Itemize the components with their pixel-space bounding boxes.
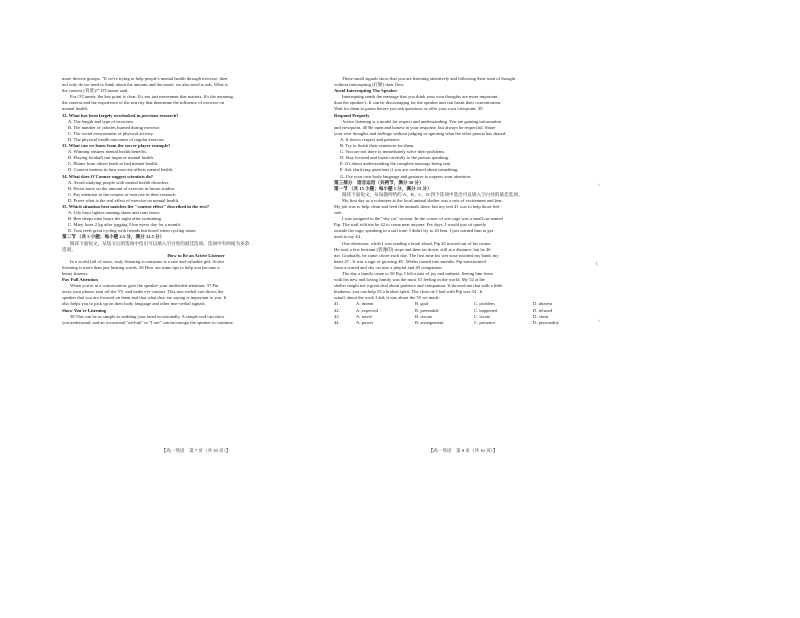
text-line: with his new and loving family was the most 51 feeling in the world. My 52 at the [334, 277, 486, 283]
text-line: In a world full of noise, truly listening to someone is a rare and valuable gift. Active [70, 258, 225, 264]
text-line: the context (背景)?" O'Connor said. [62, 88, 129, 94]
text-line: B. The number of calories burned during exercise. [68, 124, 161, 130]
text-line: When you're in a conversation, give the speaker your undivided attention. 37 Put [70, 283, 219, 289]
option-cell: 44. [334, 319, 340, 325]
option-cell: A. expected [356, 307, 378, 313]
option-cell: C. presence [474, 319, 496, 325]
text-line: C. Mary loses 2 kg after jogging 5 km every day for a month. [68, 222, 181, 228]
text-line: outside his cage, speaking in a soft tone. I didn't try to 43 him. I just wanted him to get [334, 228, 494, 234]
text-line: C. Pay attention to the context of exercise in their research. [68, 191, 177, 197]
option-cell: A. dream [356, 301, 374, 307]
text-line: 选项。 [62, 246, 76, 252]
text-line: 35. Which situation best matches the "context effect" described in the text? [62, 203, 210, 209]
text-line: wasn't about the work I did; it was about the 55 we made. [334, 295, 440, 301]
text-line: Pay Full Attention [62, 277, 98, 283]
text-line: D. The physical health outcomes of regular exercise. [68, 136, 165, 142]
option-cell: B. rescue [415, 313, 433, 319]
text-line: A. Winning ensures mental health benefits. [68, 149, 148, 155]
text-line: C. You are not there to immediately solve their problems. [340, 149, 446, 155]
text-line: Avoid Interrupting The Speaker [334, 88, 398, 94]
text-line: 阅读下面短文，从每题所给的 A、B、C、D 四个选项中选出可以填入空白处的最佳选项。 [342, 191, 523, 197]
option-row [334, 320, 592, 326]
text-line: 第一节 （共 15 小题；每小题 1 分，满分 15 分） [334, 185, 432, 191]
text-line: 32. What has been largely overlooked in previous research? [62, 112, 179, 118]
option-cell: 42. [334, 307, 340, 313]
option-cell: C. happened [474, 307, 497, 313]
text-line: not only do we need to think about the amount and the mode, we also need to ask. What is [62, 82, 228, 88]
text-line: C. Blame from others leads to bad mental health. [68, 161, 159, 167]
text-line: B. Playing football can improve mental health. [68, 155, 154, 161]
text-line: G. Use your own body language and gestures to express your attention. [340, 173, 472, 179]
text-line: more diverse groups. "If we're trying to help people's mental health through exercise, then [62, 76, 228, 81]
left-page [62, 76, 330, 326]
text-line: 第三部分 语言运用（共两节，满分 30 分） [334, 179, 424, 185]
text-line: me. Gradually, he came closer each day. The first time his wet nose touched my hand, my [334, 252, 499, 258]
text-line: F. Ask clarifying questions if you are confused about something. [340, 167, 459, 173]
text-line: also helps you to pick up on their body language and other non-verbal signals. [62, 301, 206, 307]
text-line: D. Context matters in how exercise affects mental health. [68, 167, 174, 173]
text-line: away your phone, turn off the TV, and make eye contact. This non-verbal cue shows the [62, 289, 224, 295]
margin-mark: ‹ [598, 182, 600, 188]
text-line: A. Lily buys lighter running shoes and runs faster. [68, 210, 161, 216]
text-line: speaker that you are focused on them and that what they are saying is important to you. It [62, 295, 227, 301]
text-line: B. Focus more on the amount of exercise in future studies. [68, 185, 176, 191]
text-line: Active listening is a model for respect and understanding. You are gaining information [342, 118, 501, 124]
text-line: the context and the experience of the activity that determine the influence of exercise on [62, 100, 224, 106]
text-line: you understand, and an occasional "uh-huh" or "I see" can encourage the speaker to continue. [62, 319, 234, 325]
text-line: 33. What can we learn from the soccer player example? [62, 143, 171, 149]
text-line: B. Ben sleeps nine hours the night after swimming. [68, 216, 163, 222]
option-cell: D. interest [533, 301, 553, 307]
text-line: Respond Properly [334, 112, 370, 118]
text-line: D. Tom feels great cycling with friends but bored when cycling alone. [68, 228, 197, 234]
text-line: heart 47 . It was a sign of growing 48 . Weeks turned into months. Pip transformed [334, 258, 486, 264]
right-page [334, 76, 592, 326]
text-line: 第二节 （共 5 小题；每小题 2.5 分，满分 12.5 分） [62, 234, 165, 240]
text-line: your own thoughts and feelings without judging or ignoring what the other person has shared. [334, 130, 507, 136]
option-cell: A. touch [356, 313, 372, 319]
text-line: without interrupting (打断) their flow. [334, 82, 405, 88]
text-line: D. Stay focused and listen carefully to the person speaking. [340, 155, 450, 161]
text-line: E. It's about understanding the complete message being sent. [340, 161, 452, 167]
text-line: One afternoon, while I was reading a book aloud, Pip 45 moved out of his corner. [342, 240, 492, 246]
option-cell: 41. [334, 301, 340, 307]
text-line: kindness, you can help 53 a broken spirit. The close tie I had with Pip was 54 . It [334, 289, 483, 295]
text-line: D. Prove what is the real effect of exercise on mental health. [68, 197, 180, 203]
text-line: than the speaker's. It can be discouraging for the speaker and can break their concentration. [334, 100, 502, 106]
text-line: C. The social environment of physical activity. [68, 130, 154, 136]
text-line: B. Try to finish their sentences for them. [340, 143, 415, 149]
right-page-footer: 【高一英语 第 8 页（共 10 页）】 [428, 448, 498, 453]
left-page-footer: 【高一英语 第 7 页（共 10 页）】 [161, 448, 231, 453]
text-line: listening is more than just hearing words. 36 How are some tips to help you become a [62, 264, 220, 270]
option-cell: B. arrangement [415, 319, 444, 325]
text-line: The day a family came to 50 Pip, I felt a mix of joy and sadness. Seeing him leave [342, 271, 494, 276]
option-cell: D. cheat [533, 313, 549, 319]
text-line: and viewpoint. 40 Be open and honest in your response, but always be respectful. Share [334, 124, 496, 130]
text-line: 34. What does O'Connor suggest scientists do? [62, 173, 154, 179]
text-line: I was assigned to the "shy cat" section. In the corner of one cage was a small cat named [342, 216, 503, 222]
text-line: A. Avoid studying people with mental health disorders. [68, 179, 170, 185]
option-cell: A. power [356, 319, 374, 325]
text-line: better listener. [62, 271, 89, 276]
text-line: How to Be an Active Listener [167, 252, 225, 258]
text-line: My job was to help clean and feed the animals there, but my real 41 was to help those feel [334, 203, 500, 209]
text-line: shelter taught me a great deal about patience and companion. It showed me that with a little [334, 283, 503, 289]
option-cell: D. personality [533, 319, 560, 325]
margin-mark: ǂ [596, 262, 598, 268]
text-line: A. It shows respect and patience. [340, 136, 401, 142]
text-line: Pip. The staff told me he 42 to come near anyone. For days, I would just sit quietly [334, 222, 487, 228]
text-line: For O'Connor, the key point is clear. It's not just movement that matters. It's the meaning, [70, 94, 234, 100]
text-line: 38 This can be as simple as nodding your head occasionally. A simple nod can show [70, 313, 225, 319]
text-line: Wait for them to pause before you ask questions or offer your own viewpoint. 39 [334, 106, 483, 112]
text-line: A. The length and type of exercises. [68, 118, 135, 124]
margin-mark: › [598, 318, 600, 324]
text-line: safe. [334, 210, 343, 216]
text-line: My first day as a volunteer at the local animal shelter was a mix of excitement and fear. [342, 197, 503, 203]
option-cell: B. goal [415, 301, 429, 307]
text-line: from a scared and shy cat into a playful and 49 companion. [334, 264, 443, 270]
option-cell: B. pretended [415, 307, 439, 313]
option-cell: C. problem [474, 301, 495, 307]
option-cell: D. refused [533, 307, 553, 313]
text-line: 阅读下面短文，从短文后的选项中选出可以填入空白处的最佳选项。选项中有两项为多余 [70, 240, 250, 246]
text-line: mental health. [62, 106, 89, 112]
option-cell: 43. [334, 313, 340, 319]
text-line: These small signals show that you are listening attentively and following their train of thought [342, 76, 516, 81]
answer-options-table [334, 301, 592, 325]
option-cell: C. locate [474, 313, 491, 319]
text-line: He took a few hesitant (犹豫的) steps and then sat down, still at a distance, but he 46 [334, 246, 491, 252]
text-line: Interrupting sends the message that you think your own thoughts are more important [342, 94, 498, 100]
text-line: Show You're Listening [62, 307, 107, 313]
text-line: used to my 44 . [334, 234, 363, 240]
